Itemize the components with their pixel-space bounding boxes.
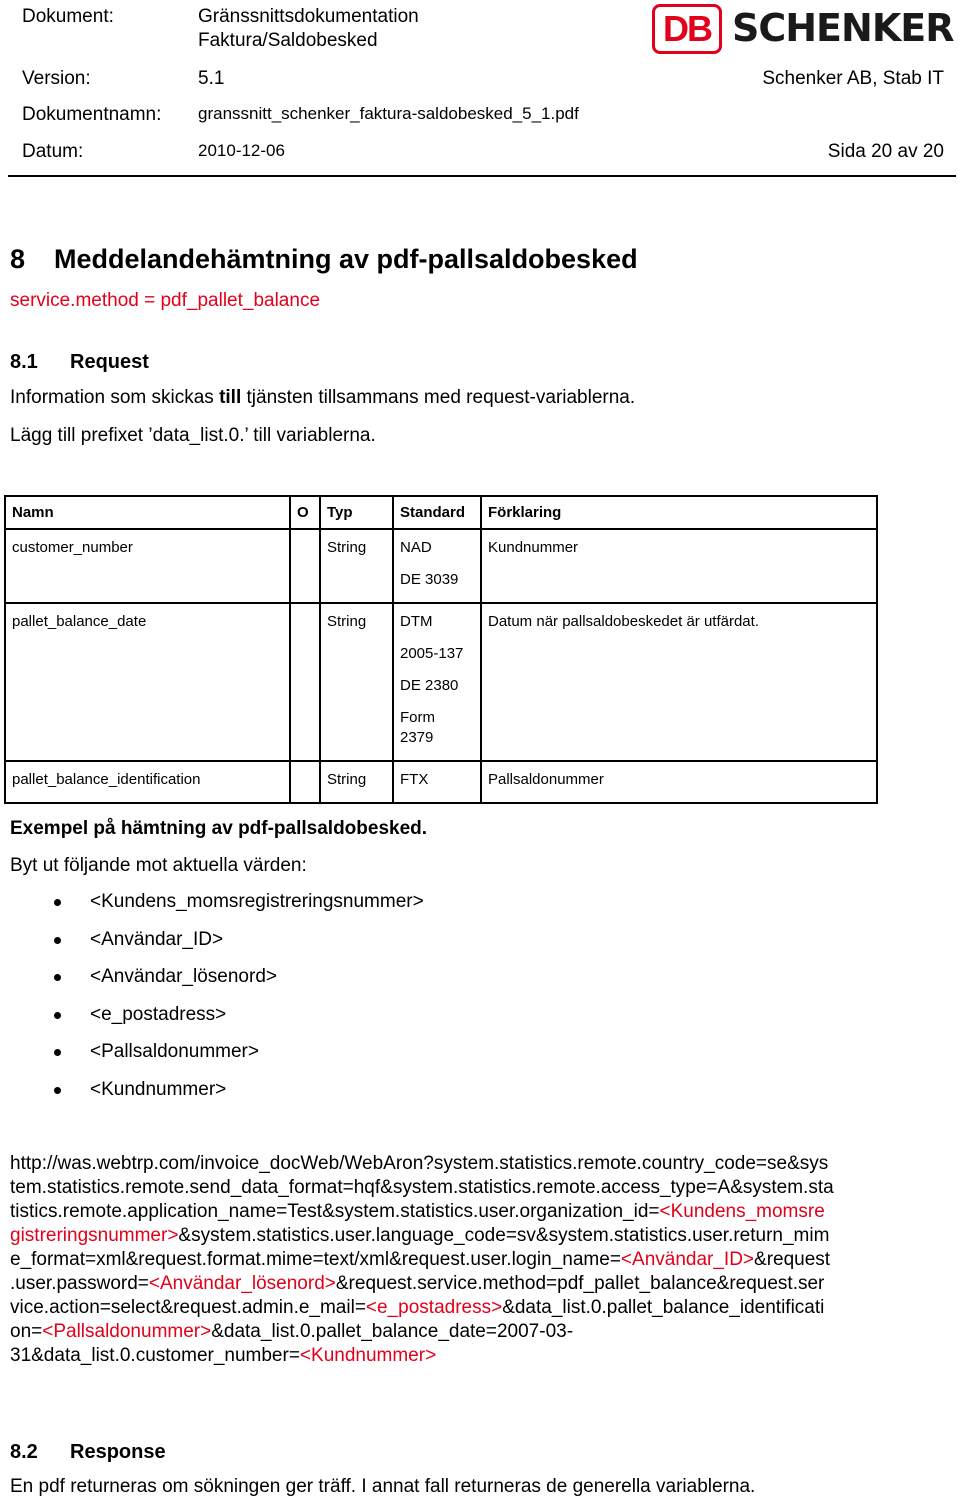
bullet-icon [54,1012,61,1019]
list-item [54,963,424,1001]
cell-namn: pallet_balance_date [12,613,147,630]
bullet-icon [54,937,61,944]
dokument-value: Gränssnittsdokumentation [198,6,419,27]
list-item [54,926,424,964]
url-line [10,1224,920,1248]
section-heading [10,244,638,275]
version-value: 5.1 [198,68,225,89]
request-heading [10,351,149,374]
cell-forklaring: Datum när pallsaldobeskedet är utfärdat. [488,613,759,630]
table-row [5,603,877,761]
table-row [5,529,877,603]
list-item [54,1001,424,1039]
url-placeholder: <Användar_ID> [620,1249,755,1270]
table-row [5,761,877,803]
page-number: Sida 20 av 20 [827,141,944,162]
request-variables-table [4,495,878,804]
bullet-icon [54,974,61,981]
cell-standard: NAD [400,539,432,556]
url-text: &request.service.method=pdf_pallet_balance&request.ser [335,1273,825,1294]
col-header-standard: Standard [393,496,481,529]
url-text: tem.statistics.remote.send_data_format=hqf&system.statistics.remote.access_type=A&system.sta [10,1177,834,1198]
request-intro-bold: till [219,387,242,408]
cell-standard: Form 2379 [400,709,435,746]
header-rule [8,175,956,177]
response-title: Response [70,1441,166,1463]
cell-standard: DE 3039 [400,571,459,588]
url-text: &data_list.0.pallet_balance_date=2007-03- [211,1321,574,1342]
cell-namn: pallet_balance_identification [12,771,201,788]
dokument-value-2: Faktura/Saldobesked [198,30,378,51]
url-text: &system.statistics.user.language_code=sv&system.statistics.user.return_mim [178,1225,830,1246]
dokumentnamn-label: Dokumentnamn: [22,104,162,125]
cell-typ: String [327,539,367,556]
list-item [54,1038,424,1076]
db-logo-mark: DB [652,4,722,54]
col-header-namn: Namn [5,496,290,529]
request-prefix-note: Lägg till prefixet ’data_list.0.’ till variablerna. [10,425,376,446]
url-placeholder: <Pallsaldonummer> [42,1321,212,1342]
request-intro-a: Information som skickas [10,387,220,408]
url-line [10,1344,920,1368]
url-text: &data_list.0.pallet_balance_identificati [502,1297,825,1318]
cell-standard: DE 2380 [400,677,459,694]
url-placeholder: gistreringsnummer> [10,1225,179,1246]
datum-label: Datum: [22,141,84,162]
request-intro [10,387,635,409]
list-item-text: <Användar_lösenord> [90,966,277,988]
cell-typ: String [327,771,367,788]
col-header-o: O [290,496,320,529]
db-schenker-logo [652,4,954,56]
example-title: Exempel på hämtning av pdf-pallsaldobesked. [10,818,428,839]
placeholder-list [54,888,424,1114]
dokument-label: Dokument: [22,6,114,27]
url-text: on= [10,1321,43,1342]
col-header-typ: Typ [320,496,393,529]
datum-value: 2010-12-06 [198,141,285,160]
url-line [10,1248,920,1272]
request-intro-b: tjänsten tillsammans med request-variablerna. [241,387,636,408]
table-header-row [5,496,877,529]
list-item-text: <Pallsaldonummer> [90,1041,259,1063]
list-item-text: <Kundnummer> [90,1078,227,1100]
cell-forklaring: Kundnummer [488,539,579,556]
dokumentnamn-value: granssnitt_schenker_faktura-saldobesked_5_1.pdf [198,104,579,123]
url-placeholder: <Användar_lösenord> [148,1273,336,1294]
cell-standard: FTX [400,771,429,788]
url-line [10,1296,920,1320]
url-placeholder: <Kundens_momsre [659,1201,825,1222]
url-text: tistics.remote.application_name=Test&system.statistics.user.organization_id= [10,1201,660,1222]
url-line [10,1320,920,1344]
bullet-icon [54,899,61,906]
list-item-text: <Användar_ID> [90,928,224,950]
example-url [10,1152,920,1368]
url-text: vice.action=select&request.admin.e_mail= [10,1297,366,1318]
response-text: En pdf returneras om sökningen ger träff. I annat fall returneras de generella variablerna. [10,1476,756,1497]
bullet-icon [54,1087,61,1094]
section-title: Meddelandehämtning av pdf-pallsaldobesked [54,244,638,274]
col-header-forklaring: Förklaring [481,496,877,529]
section-number: 8 [10,244,26,274]
cell-namn: customer_number [12,539,133,556]
url-placeholder: <e_postadress> [365,1297,503,1318]
url-text: .user.password= [10,1273,149,1294]
response-heading [10,1441,166,1464]
list-item [54,888,424,926]
url-line [10,1200,920,1224]
url-text: http://was.webtrp.com/invoice_docWeb/WebAron?system.statistics.remote.country_code=se&sys [10,1153,829,1174]
request-title: Request [70,351,149,373]
cell-typ: String [327,613,367,630]
cell-standard: DTM [400,613,433,630]
schenker-wordmark: SCHENKER [732,6,954,50]
url-text: 31&data_list.0.customer_number= [10,1345,300,1366]
version-label: Version: [22,68,91,89]
request-number: 8.1 [10,351,38,373]
list-item [54,1076,424,1114]
company-name: Schenker AB, Stab IT [762,68,944,89]
example-intro: Byt ut följande mot aktuella värden: [10,855,307,876]
list-item-text: <e_postadress> [90,1003,227,1025]
url-text: &request [754,1249,831,1270]
url-line [10,1272,920,1296]
list-item-text: <Kundens_momsregistreringsnummer> [90,891,424,912]
url-line [10,1152,920,1176]
url-placeholder: <Kundnummer> [299,1345,437,1366]
cell-forklaring: Pallsaldonummer [488,771,604,788]
response-number: 8.2 [10,1441,38,1463]
bullet-icon [54,1049,61,1056]
cell-standard: 2005-137 [400,645,464,662]
url-line [10,1176,920,1200]
service-method: service.method = pdf_pallet_balance [10,290,321,311]
url-text: e_format=xml&request.format.mime=text/xml&request.user.login_name= [10,1249,621,1270]
